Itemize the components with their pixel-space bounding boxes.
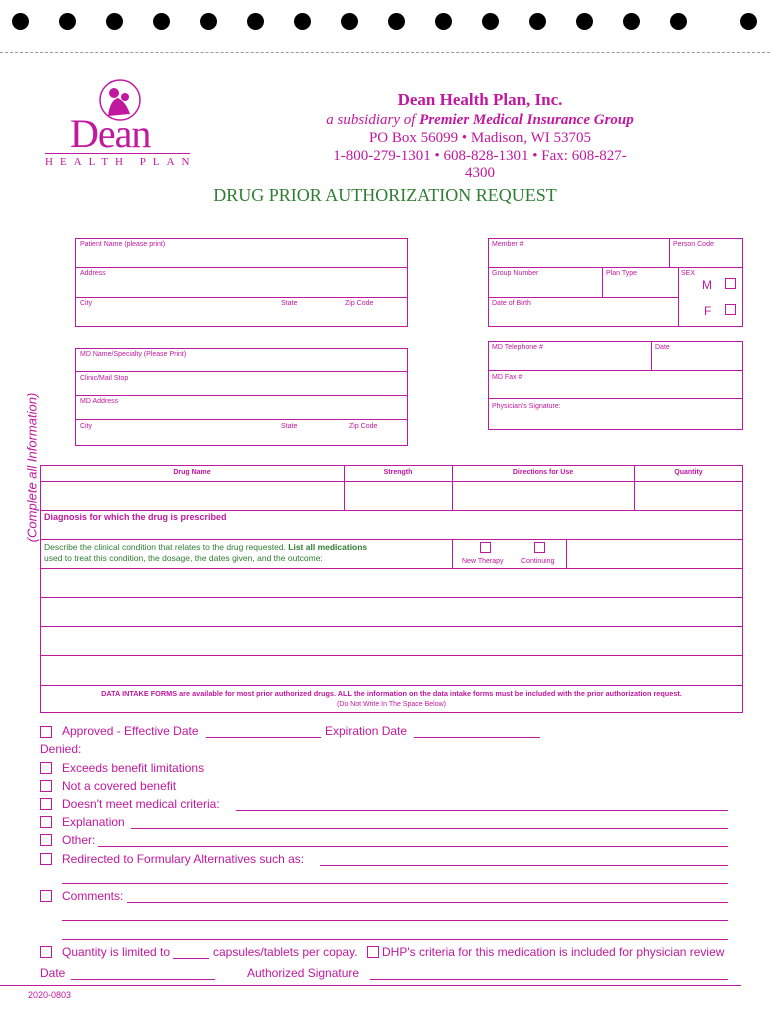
md-city-label: City [80, 423, 93, 430]
continuing-label: Continuing [521, 558, 555, 565]
effective-date-line[interactable] [206, 737, 321, 738]
punch-hole [247, 13, 264, 30]
perforation-line [0, 52, 770, 53]
punch-hole [623, 13, 640, 30]
punch-hole [59, 13, 76, 30]
directions-header: Directions for Use [512, 469, 574, 476]
exceeds-checkbox[interactable] [40, 762, 52, 774]
diagnosis-label: Diagnosis for which the drug is prescribed [44, 512, 227, 522]
punch-hole [740, 13, 757, 30]
person-code-label: Person Code [673, 241, 714, 248]
redirected-label: Redirected to Formulary Alternatives such as: [62, 852, 305, 866]
zip-label: Zip Code [345, 300, 374, 307]
plan-type-label: Plan Type [606, 270, 638, 277]
address-label: Address [80, 270, 106, 277]
form-title: DRUG PRIOR AUTHORIZATION REQUEST [213, 185, 557, 205]
punch-hole [12, 13, 29, 30]
punch-hole [294, 13, 311, 30]
not-covered-label: Not a covered benefit [62, 779, 177, 793]
company-name: Dean Health Plan, Inc. [397, 90, 563, 109]
punch-hole [200, 13, 217, 30]
punch-hole [670, 13, 687, 30]
approved-label: Approved - Effective Date [62, 724, 199, 738]
exceeds-label: Exceeds benefit limitations [62, 761, 205, 775]
comments-checkbox[interactable] [40, 890, 52, 902]
logo-tagline: HEALTH PLAN [45, 156, 197, 168]
explanation-checkbox[interactable] [40, 816, 52, 828]
criteria-label: Doesn't meet medical criteria: [62, 797, 220, 811]
group-number-label: Group Number [492, 270, 539, 277]
other-label: Other: [62, 833, 96, 847]
subsidiary-prefix: a subsidiary of [326, 112, 420, 128]
patient-name-label: Patient Name (please print) [80, 241, 166, 248]
other-line[interactable] [98, 846, 728, 847]
md-state-label: State [281, 423, 298, 430]
clinical-text-bold: List all medications [288, 542, 368, 552]
criteria-checkbox[interactable] [40, 798, 52, 810]
punch-hole [153, 13, 170, 30]
clinic-label: Clinic/Mail Stop [80, 375, 129, 382]
quantity-line[interactable] [173, 958, 209, 959]
physician-info-box[interactable] [75, 348, 408, 446]
expiration-label: Expiration Date [325, 724, 408, 738]
continuing-checkbox[interactable] [534, 542, 545, 553]
logo-word: Dean [70, 111, 151, 156]
quantity-label-1: Quantity is limited to [62, 945, 171, 959]
patient-info-box[interactable] [75, 238, 408, 327]
punch-hole [106, 13, 123, 30]
md-address-label: MD Address [80, 398, 119, 405]
redirected-checkbox[interactable] [40, 853, 52, 865]
drug-table[interactable] [40, 465, 743, 713]
not-covered-checkbox[interactable] [40, 780, 52, 792]
dhp-criteria-checkbox[interactable] [367, 946, 379, 958]
date-line[interactable] [71, 979, 215, 980]
md-contact-box[interactable] [488, 341, 743, 430]
signature-line[interactable] [370, 979, 728, 980]
member-number-label: Member # [492, 241, 524, 248]
comments-line[interactable] [127, 902, 728, 903]
punch-hole [341, 13, 358, 30]
physician-signature-label: Physician's Signature: [492, 403, 561, 410]
quantity-label-2: capsules/tablets per copay. [213, 945, 358, 959]
explanation-line[interactable] [131, 828, 728, 829]
state-label: State [281, 300, 298, 307]
sex-label: SEX [681, 270, 696, 277]
redirected-line-2[interactable] [62, 883, 728, 884]
md-fax-label: MD Fax # [492, 374, 523, 381]
clinical-text-part2: used to treat this condition, the dosage, the dates given, and the outcome: [44, 553, 323, 563]
punch-hole [529, 13, 546, 30]
phone-line: 1-800-279-1301 • 608-828-1301 • Fax: 608-827-4300 [333, 148, 627, 181]
subsidiary-name: Premier Medical Insurance Group [419, 112, 634, 128]
strength-header: Strength [383, 469, 413, 476]
subsidiary-line [320, 112, 640, 129]
drug-name-header: Drug Name [173, 469, 211, 476]
comments-label: Comments: [62, 889, 124, 903]
criteria-line[interactable] [236, 810, 728, 811]
address-line: PO Box 56099 • Madison, WI 53705 [368, 130, 592, 146]
md-name-label: MD Name/Specialty (Please Print) [80, 351, 187, 358]
expiration-date-line[interactable] [414, 737, 540, 738]
denied-label: Denied: [40, 742, 82, 756]
punch-hole [435, 13, 452, 30]
data-intake-note: DATA INTAKE FORMS are available for most prior authorized drugs. ALL the information on the data intake forms must be included with the prior authorization request. [101, 689, 682, 698]
office-use-note: (Do Not Write In The Space Below) [336, 701, 447, 708]
md-telephone-label: MD Telephone # [492, 344, 543, 351]
header-block [320, 90, 640, 182]
explanation-label: Explanation [62, 815, 125, 829]
approved-checkbox[interactable] [40, 726, 52, 738]
new-therapy-label: New Therapy [462, 558, 504, 565]
authorized-signature-label: Authorized Signature [247, 966, 360, 980]
punch-hole [388, 13, 405, 30]
md-date-label: Date [655, 344, 670, 351]
comments-line-3[interactable] [62, 939, 728, 940]
form-number: 2020-0803 [28, 990, 72, 1000]
clinical-text-part1: Describe the clinical condition that relates to the drug requested. [44, 542, 289, 552]
other-checkbox[interactable] [40, 834, 52, 846]
punch-hole [576, 13, 593, 30]
female-label: F [704, 304, 712, 318]
redirected-line[interactable] [320, 865, 728, 866]
male-checkbox[interactable] [725, 278, 736, 289]
punch-hole [482, 13, 499, 30]
side-label: (Complete all Information) [24, 392, 40, 543]
clinical-condition-text [44, 542, 449, 564]
male-label: M [702, 278, 712, 292]
city-label: City [80, 300, 93, 307]
comments-line-2[interactable] [62, 920, 728, 921]
quantity-limit-checkbox[interactable] [40, 946, 52, 958]
date-label: Date [40, 966, 66, 980]
dhp-criteria-label: DHP's criteria for this medication is included for physician review [382, 945, 725, 959]
dob-label: Date of Birth [492, 300, 531, 307]
female-checkbox[interactable] [725, 304, 736, 315]
quantity-header: Quantity [674, 469, 703, 476]
new-therapy-checkbox[interactable] [480, 542, 491, 553]
md-zip-label: Zip Code [349, 423, 378, 430]
